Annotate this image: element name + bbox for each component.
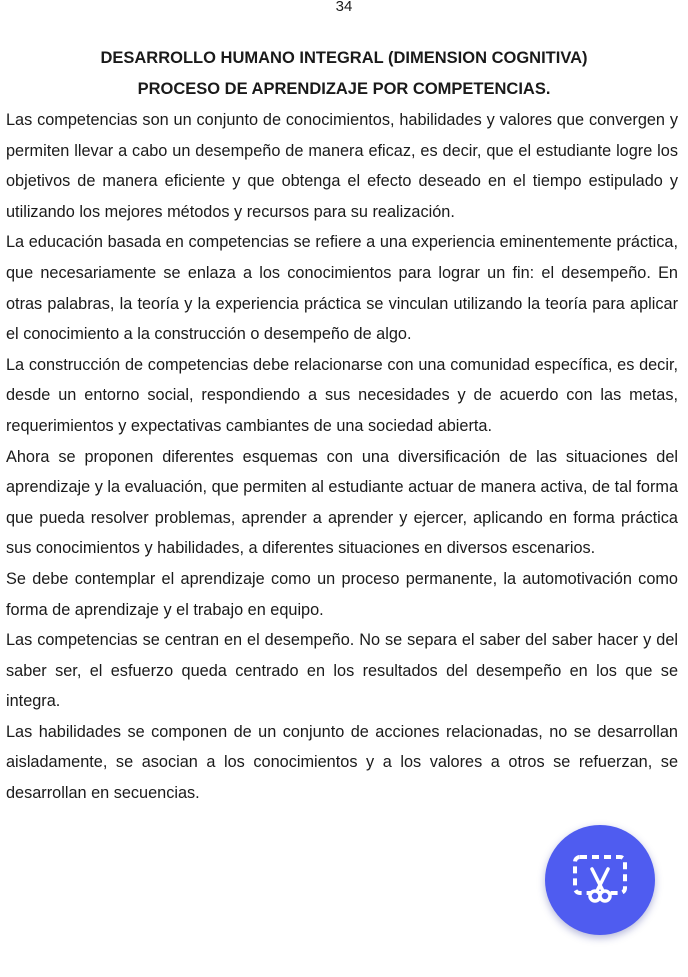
paragraph-4: Ahora se proponen diferentes esquemas con una diversificación de las situaciones del aprendizaje y la evaluación, que permiten al estudiante actuar de manera activa, de tal forma que pueda resolver problemas, aprender a aprender y ejercer, aplicando en forma práctica sus conocimientos y habilidades, a diferentes situaciones en diversos escenarios. <box>6 447 678 558</box>
section-title: PROCESO DE APRENDIZAJE POR COMPETENCIAS. <box>137 80 551 98</box>
page-title: DESARROLLO HUMANO INTEGRAL (DIMENSION COGNITIVA) <box>100 49 588 67</box>
paragraph-6: Las competencias se centran en el desempeño. No se separa el saber del saber hacer y del saber ser, el esfuerzo queda centrado en los resultados del desempeño en los que se integra. <box>6 631 678 711</box>
page-number: 34 <box>335 0 353 15</box>
screenshot-capture-button[interactable] <box>545 825 655 935</box>
document-body <box>6 105 678 809</box>
paragraph-5: Se debe contemplar el aprendizaje como un proceso permanente, la automotivación como forma de aprendizaje y el trabajo en equipo. <box>6 569 678 619</box>
paragraph-7: Las habilidades se componen de un conjunto de acciones relacionadas, no se desarrollan aisladamente, se asocian a los conocimientos y a los valores a otros se refuerzan, se desarrollan en secuencias. <box>6 722 678 803</box>
screenshot-scissors-icon <box>572 854 628 906</box>
paragraph-3: La construcción de competencias debe relacionarse con una comunidad específica, es decir, desde un entorno social, respondiendo a sus necesidades y de acuerdo con las metas, requerimientos y expectativas cambiantes de una sociedad abierta. <box>6 355 678 435</box>
paragraph-2: La educación basada en competencias se refiere a una experiencia eminentemente práctica, que necesariamente se enlaza a los conocimientos para lograr un fin: el desempeño. En otras palabras, la teoría y la experiencia práctica se vinculan utilizando la teoría para aplicar el conocimiento a la construcción o desempeño de algo. <box>6 233 678 344</box>
paragraph-1: Las competencias son un conjunto de conocimientos, habilidades y valores que convergen y permiten llevar a cabo un desempeño de manera eficaz, es decir, que el estudiante logre los objetivos de manera eficiente y que obtenga el efecto deseado en el tiempo estipulado y utilizando los mejores métodos y recursos para su realización. <box>6 111 678 221</box>
